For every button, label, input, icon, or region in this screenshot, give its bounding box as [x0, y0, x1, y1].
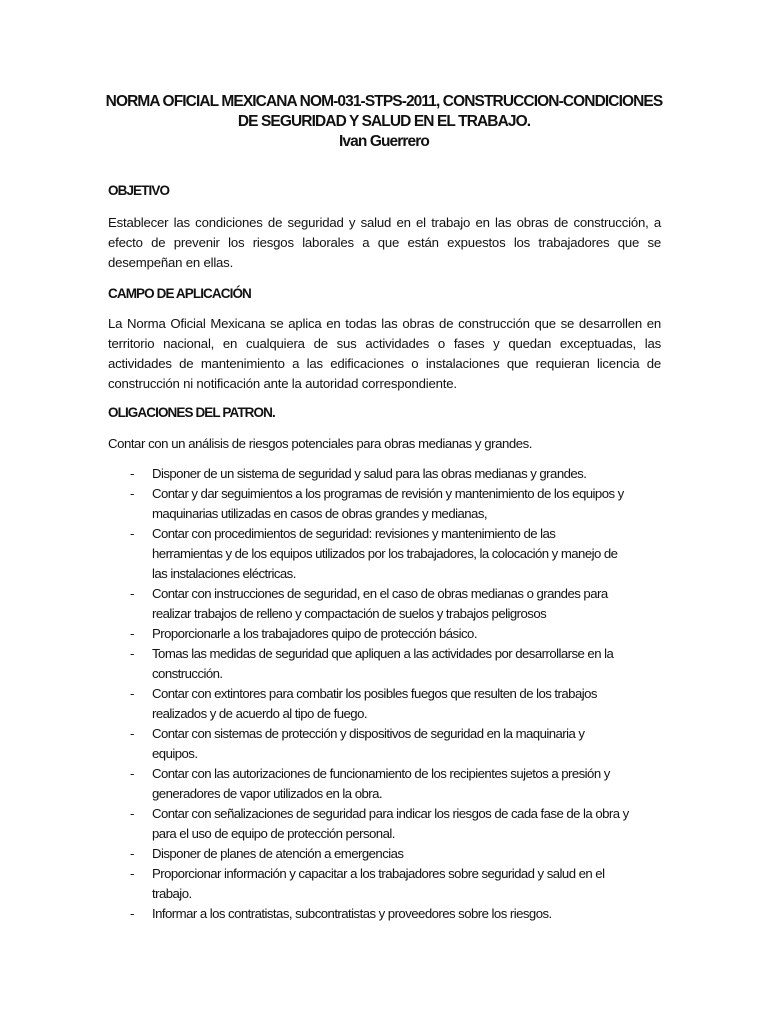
list-bullet: -	[130, 726, 134, 741]
list-bullet: -	[130, 906, 134, 921]
list-item-text-cont: herramientas y de los equipos utilizados por los trabajadores, la colocación y manejo de	[152, 546, 618, 561]
list-item-text: Contar con las autorizaciones de funcionamiento de los recipientes sujetos a presión y	[152, 766, 610, 781]
list-bullet: -	[130, 466, 134, 481]
list-item-text: Disponer de un sistema de seguridad y salud para las obras medianas y grandes.	[152, 466, 587, 481]
list-bullet: -	[130, 486, 134, 501]
list-item	[108, 624, 668, 644]
list-item-text: Proporcionarle a los trabajadores quipo de protección básico.	[152, 626, 477, 641]
list-item	[108, 724, 668, 764]
document-title	[80, 92, 688, 152]
list-bullet: -	[130, 846, 134, 861]
list-bullet: -	[130, 526, 134, 541]
list-item-text: Contar con extintores para combatir los posibles fuegos que resulten de los trabajos	[152, 686, 597, 701]
list-item-text-cont: las instalaciones eléctricas.	[152, 566, 296, 581]
heading-obligaciones: OLIGACIONES DEL PATRON.	[108, 405, 275, 420]
list-item-text: Proporcionar información y capacitar a los trabajadores sobre seguridad y salud en el	[152, 866, 605, 881]
obligaciones-intro: Contar con un análisis de riesgos potenciales para obras medianas y grandes.	[108, 436, 532, 451]
list-item-text: Contar con instrucciones de seguridad, en el caso de obras medianas o grandes para	[152, 586, 608, 601]
list-item-text-cont: construcción.	[152, 666, 223, 681]
list-item	[108, 844, 668, 864]
list-item	[108, 584, 668, 624]
list-item	[108, 764, 668, 804]
author-name: Ivan Guerrero	[339, 133, 429, 150]
list-bullet: -	[130, 626, 134, 641]
list-item	[108, 484, 668, 524]
title-line-2: DE SEGURIDAD Y SALUD EN EL TRABAJO.	[237, 113, 531, 130]
list-item-text: Informar a los contratistas, subcontratistas y proveedores sobre los riesgos.	[152, 906, 552, 921]
list-item-text-cont: realizar trabajos de relleno y compactación de suelos y trabajos peligrosos	[152, 606, 547, 621]
list-item-text-cont: maquinarias utilizadas en casos de obras grandes y medianas,	[152, 506, 487, 521]
list-item	[108, 804, 668, 844]
list-item-text: Contar con sistemas de protección y dispositivos de seguridad en la maquinaria y	[152, 726, 585, 741]
list-item-text: Contar con procedimientos de seguridad: revisiones y mantenimiento de las	[152, 526, 556, 541]
list-item-text-cont: realizados y de acuerdo al tipo de fuego.	[152, 706, 367, 721]
list-item-text: Contar con señalizaciones de seguridad para indicar los riesgos de cada fase de la obra y	[152, 806, 629, 821]
heading-objetivo: OBJETIVO	[108, 183, 170, 198]
paragraph-campo-aplicacion: La Norma Oficial Mexicana se aplica en todas las obras de construcción que se desarrollen en territorio nacional, en cualquiera de sus actividades o fases y quedan exceptuadas, las actividades de mantenimiento a las edificaciones o instalaciones que requieran licencia de construcción ni notificación ante la autoridad correspondiente.	[108, 316, 661, 391]
list-bullet: -	[130, 686, 134, 701]
list-bullet: -	[130, 586, 134, 601]
obligaciones-list	[108, 464, 668, 924]
list-item-text-cont: para el uso de equipo de protección personal.	[152, 826, 395, 841]
heading-campo-aplicacion: CAMPO DE APLICACIÓN	[108, 286, 251, 301]
list-bullet: -	[130, 866, 134, 881]
list-item-text-cont: generadores de vapor utilizados en la obra.	[152, 786, 383, 801]
list-bullet: -	[130, 806, 134, 821]
list-item-text: Tomas las medidas de seguridad que apliquen a las actividades por desarrollarse en la	[152, 646, 614, 661]
list-item	[108, 644, 668, 684]
list-item	[108, 524, 668, 584]
list-item-text: Disponer de planes de atención a emergencias	[152, 846, 404, 861]
list-item	[108, 464, 668, 484]
paragraph-objetivo: Establecer las condiciones de seguridad y salud en el trabajo en las obras de construcción, a efecto de prevenir los riesgos laborales a que están expuestos los trabajadores que se desempeñan en ellas.	[108, 215, 661, 270]
list-item-text: Contar y dar seguimientos a los programas de revisión y mantenimiento de los equipos y	[152, 486, 624, 501]
list-item	[108, 904, 668, 924]
title-line-1: NORMA OFICIAL MEXICANA NOM-031-STPS-2011, CONSTRUCCION-CONDICIONES	[105, 93, 663, 110]
list-item-text-cont: trabajo.	[152, 886, 192, 901]
list-item	[108, 864, 668, 904]
list-item	[108, 684, 668, 724]
list-bullet: -	[130, 766, 134, 781]
list-item-text-cont: equipos.	[152, 746, 198, 761]
list-bullet: -	[130, 646, 134, 661]
